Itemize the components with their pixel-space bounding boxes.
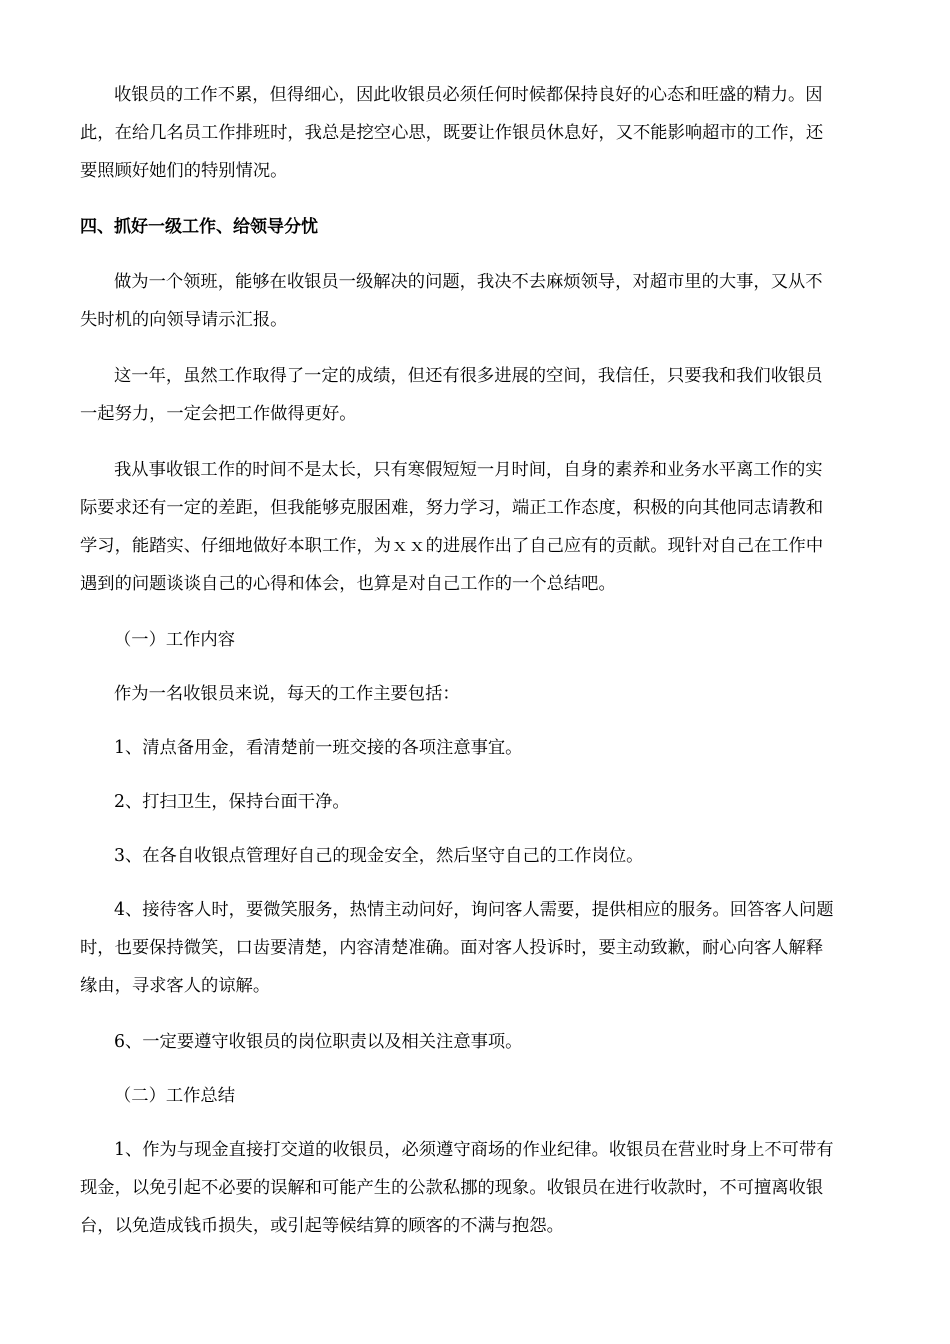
text-line: 失时机的向领导请示汇报。	[80, 310, 288, 330]
list-item: 6、一定要遵守收银员的岗位职责以及相关注意事项。	[114, 1032, 523, 1052]
list-item: 3、在各自收银点管理好自己的现金安全，然后坚守自己的工作岗位。	[114, 846, 644, 866]
text-line: 现金，以免引起不必要的误解和可能产生的公款私挪的现象。收银员在进行收款时，不可擅离收银	[80, 1178, 824, 1198]
text-line: 台，以免造成钱币损失，或引起等候结算的顾客的不满与抱怨。	[80, 1216, 564, 1236]
text-line: 做为一个领班，能够在收银员一级解决的问题，我决不去麻烦领导，对超市里的大事，又从不	[114, 272, 823, 292]
text-line: 这一年，虽然工作取得了一定的成绩，但还有很多进展的空间，我信任，只要我和我们收银员	[114, 366, 823, 386]
text-line: 1、作为与现金直接打交道的收银员，必须遵守商场的作业纪律。收银员在营业时身上不可带有	[114, 1140, 834, 1160]
section-heading: 四、抓好一级工作、给领导分忧	[80, 217, 318, 237]
list-item: 2、打扫卫生，保持台面干净。	[114, 792, 350, 812]
text-line: 际要求还有一定的差距，但我能够克服困难，努力学习，端正工作态度，积极的向其他同志请教和	[80, 498, 824, 518]
text-line: 学习，能踏实、仔细地做好本职工作，为ｘｘ的进展作出了自己应有的贡献。现针对自己在工作中	[80, 536, 824, 556]
text-line: 收银员的工作不累，但得细心，因此收银员必须任何时候都保持良好的心态和旺盛的精力。因	[114, 85, 823, 105]
text-line: 时，也要保持微笑，口齿要清楚，内容清楚准确。面对客人投诉时，要主动致歉，耐心向客人解释	[80, 938, 824, 958]
subsection-heading-work-content: （一）工作内容	[114, 630, 235, 650]
text-line: 缘由，寻求客人的谅解。	[80, 976, 271, 996]
text-line: 我从事收银工作的时间不是太长，只有寒假短短一月时间，自身的素养和业务水平离工作的实	[114, 460, 823, 480]
text-line: 4、接待客人时，要微笑服务，热情主动问好，询问客人需要，提供相应的服务。回答客人问题	[114, 900, 834, 920]
list-item: 1、清点备用金，看清楚前一班交接的各项注意事宜。	[114, 738, 523, 758]
text-line: 一起努力，一定会把工作做得更好。	[80, 404, 357, 424]
text-line: 遇到的问题谈谈自己的心得和体会，也算是对自己工作的一个总结吧。	[80, 574, 616, 594]
subsection-heading-work-summary: （二）工作总结	[114, 1086, 235, 1106]
text-line: 此，在给几名员工作排班时，我总是挖空心思，既要让作银员休息好，又不能影响超市的工作，还	[80, 123, 824, 143]
text-line: 要照顾好她们的特别情况。	[80, 161, 288, 181]
text-line: 作为一名收银员来说，每天的工作主要包括：	[114, 684, 460, 704]
